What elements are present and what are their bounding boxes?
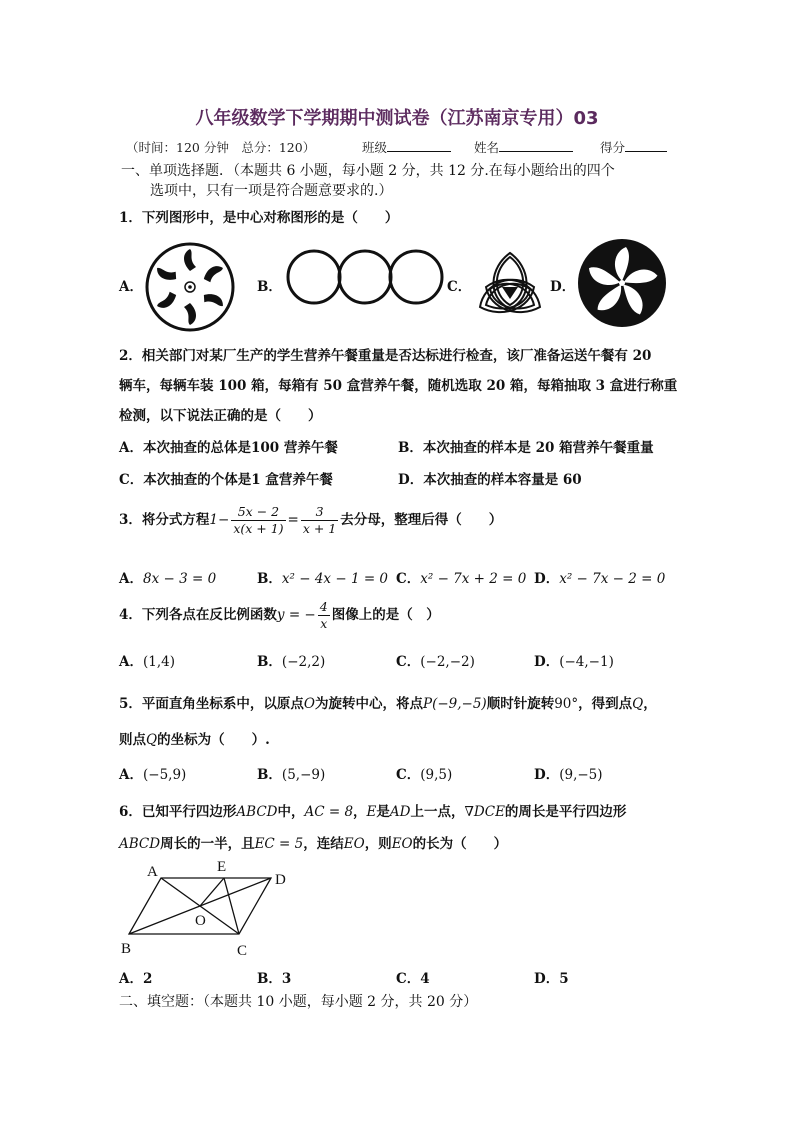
- q5-option-b: [257, 763, 325, 783]
- label-a: A: [147, 864, 158, 880]
- q3-fraction-1: [231, 504, 285, 537]
- q4-option-a: [119, 650, 175, 670]
- q1-figure-c-trefoil-knot: [472, 247, 548, 323]
- q4-function-lhs: y = −: [276, 607, 316, 623]
- label-c: C: [237, 943, 248, 959]
- q5-point-p: P(−9,−5): [422, 696, 487, 712]
- q6-text-1: 6．已知平行四边形: [119, 804, 237, 820]
- q5-option-d-label: D．: [534, 767, 560, 783]
- name-label: 姓名: [474, 140, 500, 155]
- q1-option-b-label: B．: [257, 279, 282, 295]
- q2-option-d: D．本次抽查的样本容量是 60: [398, 472, 582, 488]
- q5-option-c: [396, 763, 452, 783]
- q5-text-5: ，: [643, 696, 657, 712]
- q6-text-9: ，则: [364, 836, 392, 852]
- q6-option-a: A．2: [119, 971, 153, 987]
- q6-abcd-ref: ABCD: [119, 836, 161, 852]
- q5-option-a-value: (−5,9): [142, 767, 187, 783]
- q5-angle: 90°: [554, 696, 579, 712]
- q5-text-7: 的坐标为（ ）.: [157, 732, 270, 748]
- name-field: [474, 138, 573, 156]
- q6-text-3: ，: [353, 804, 367, 820]
- page-title: 八年级数学下学期期中测试卷（江苏南京专用）03: [195, 108, 599, 129]
- q3-fraction-1-denominator: x(x + 1): [233, 521, 284, 536]
- q3-prefix: 3．将分式方程: [119, 512, 210, 528]
- q5-origin-symbol: O: [303, 696, 315, 712]
- q5-text-4: ，得到点: [578, 696, 633, 712]
- q4-option-c-value: (−2,−2): [420, 654, 475, 670]
- q6-eo: EO: [343, 836, 365, 852]
- q1-option-c-label: C．: [447, 279, 472, 295]
- q6-parallelogram-diagram: [115, 854, 295, 960]
- class-label: 班级: [362, 140, 388, 155]
- q1-option-d-label: D．: [550, 279, 576, 295]
- q3-option-d-label: D．: [534, 571, 560, 587]
- question-2-line-2: 辆车，每辆车装 100 箱，每箱有 50 盒营养午餐，随机选取 20 箱，每箱抽取 3 盒进行称重: [119, 378, 678, 394]
- q6-text-7: 周长的一半，且: [160, 836, 255, 852]
- q5-text-6: 则点: [119, 732, 146, 748]
- class-field: [362, 138, 451, 156]
- name-blank: [499, 139, 573, 152]
- q4-fraction-denominator: x: [320, 616, 328, 631]
- q3-equals: =: [287, 512, 299, 528]
- q4-fraction: [318, 599, 330, 632]
- q5-option-b-value: (5,−9): [281, 767, 326, 783]
- question-4-stem: [119, 594, 440, 636]
- q5-option-d-value: (9,−5): [559, 767, 603, 783]
- q5-option-b-label: B．: [257, 767, 282, 783]
- q3-option-c-label: C．: [396, 571, 421, 587]
- label-e: E: [217, 859, 227, 875]
- q4-option-b-label: B．: [257, 654, 282, 670]
- q5-point-q-ref: Q: [146, 732, 158, 748]
- q6-text-4: 是: [376, 804, 390, 820]
- question-6-line-2: [119, 832, 507, 852]
- q4-option-d: [534, 650, 614, 670]
- q6-text-5: 上一点，: [410, 804, 465, 820]
- q5-text-3: 顺时针旋转: [486, 696, 555, 712]
- q3-fraction-1-numerator: 5x − 2: [231, 504, 285, 521]
- section2-heading: 二、填空题：（本题共 10 小题，每小题 2 分，共 20 分）: [119, 994, 478, 1010]
- q5-option-a-label: A．: [119, 767, 143, 783]
- question-6-line-1: [119, 800, 626, 820]
- question-5-line-1: [119, 692, 657, 712]
- q6-abcd: ABCD: [236, 804, 278, 820]
- q4-suffix: 图像上的是（ ）: [331, 607, 440, 623]
- q3-suffix: 去分母，整理后得（ ）: [340, 512, 503, 528]
- q3-option-a: [119, 567, 216, 587]
- q5-option-c-value: (9,5): [420, 767, 453, 783]
- q5-text-1: 5．平面直角坐标系中，以原点: [119, 696, 304, 712]
- q4-option-b: [257, 650, 325, 670]
- q4-option-b-value: (−2,2): [281, 654, 326, 670]
- q6-option-b: B．3: [257, 971, 292, 987]
- q6-eo-ref: EO: [391, 836, 413, 852]
- q1-option-a-label: A．: [119, 279, 143, 295]
- section1-heading-cont: 选项中，只有一项是符合题意要求的.）: [150, 183, 393, 199]
- question-5-line-2: [119, 728, 270, 748]
- label-d: D: [275, 872, 286, 888]
- q4-option-c: [396, 650, 475, 670]
- class-blank: [387, 139, 451, 152]
- q5-option-c-label: C．: [396, 767, 421, 783]
- q1-figure-d-five-petal-disk: [576, 237, 668, 329]
- q6-text-2: 中，: [277, 804, 305, 820]
- score-label: 得分: [600, 140, 626, 155]
- label-o: O: [195, 913, 206, 929]
- q3-option-c: [396, 567, 526, 587]
- q4-option-a-label: A．: [119, 654, 143, 670]
- q6-text-6: 的周长是平行四边形: [504, 804, 627, 820]
- question-2-line-1: 2．相关部门对某厂生产的学生营养午餐重量是否达标进行检查，该厂准备运送午餐有 20: [119, 348, 652, 364]
- q3-lhs-one: 1−: [209, 512, 230, 528]
- q6-triangle-dce: ∇DCE: [464, 804, 505, 820]
- q3-option-d: [534, 567, 665, 587]
- q4-prefix: 4．下列各点在反比例函数: [119, 607, 277, 623]
- q2-option-a: A．本次抽查的总体是100 营养午餐: [119, 440, 338, 456]
- question-3-stem: [119, 499, 502, 541]
- q3-fraction-2-numerator: 3: [301, 504, 338, 521]
- q6-option-c: C．4: [396, 971, 430, 987]
- section1-heading: 一、单项选择题．（本题共 6 小题，每小题 2 分，共 12 分.在每小题给出的四个: [121, 163, 615, 179]
- q3-option-a-label: A．: [119, 571, 143, 587]
- q3-fraction-2: [301, 504, 338, 537]
- q4-option-d-value: (−4,−1): [559, 654, 614, 670]
- q5-point-q: Q: [632, 696, 644, 712]
- q4-fraction-numerator: 4: [319, 599, 328, 614]
- q6-ad: AD: [389, 804, 411, 820]
- question-2-line-3: 检测，以下说法正确的是（ ）: [119, 408, 322, 424]
- q5-option-d: [534, 763, 603, 783]
- q6-text-10: 的长为（ ）: [412, 836, 508, 852]
- q3-option-b-label: B．: [257, 571, 282, 587]
- q3-option-b: [257, 567, 388, 587]
- q5-option-a: [119, 763, 186, 783]
- q4-option-d-label: D．: [534, 654, 560, 670]
- q4-option-c-label: C．: [396, 654, 421, 670]
- q2-option-c: C．本次抽查的个体是1 盒营养午餐: [119, 472, 333, 488]
- q3-option-d-value: x² − 7x − 2 = 0: [559, 571, 666, 587]
- q1-figure-b-three-rings: [284, 247, 446, 307]
- q3-option-a-value: 8x − 3 = 0: [142, 571, 217, 587]
- score-blank: [625, 139, 667, 152]
- score-field: [600, 138, 667, 156]
- q6-text-8: ，连结: [303, 836, 344, 852]
- q1-figure-a-pinwheel: [144, 241, 236, 333]
- q6-option-d: D．5: [534, 971, 569, 987]
- exam-time-info: （时间：120 分钟 总分：120）: [126, 140, 316, 155]
- q3-option-b-value: x² − 4x − 1 = 0: [281, 571, 389, 587]
- label-b: B: [121, 941, 132, 957]
- q3-fraction-2-denominator: x + 1: [302, 521, 337, 536]
- q6-ec-length: EC = 5: [254, 836, 304, 852]
- question-1-stem: 1．下列图形中，是中心对称图形的是（ ）: [119, 210, 399, 226]
- q5-text-2: 为旋转中心，将点: [314, 696, 423, 712]
- q6-ac-length: AC = 8: [304, 804, 354, 820]
- q2-option-b: B．本次抽查的样本是 20 箱营养午餐重量: [398, 440, 654, 456]
- q3-option-c-value: x² − 7x + 2 = 0: [420, 571, 527, 587]
- q6-point-e: E: [366, 804, 377, 820]
- q4-option-a-value: (1,4): [142, 654, 175, 670]
